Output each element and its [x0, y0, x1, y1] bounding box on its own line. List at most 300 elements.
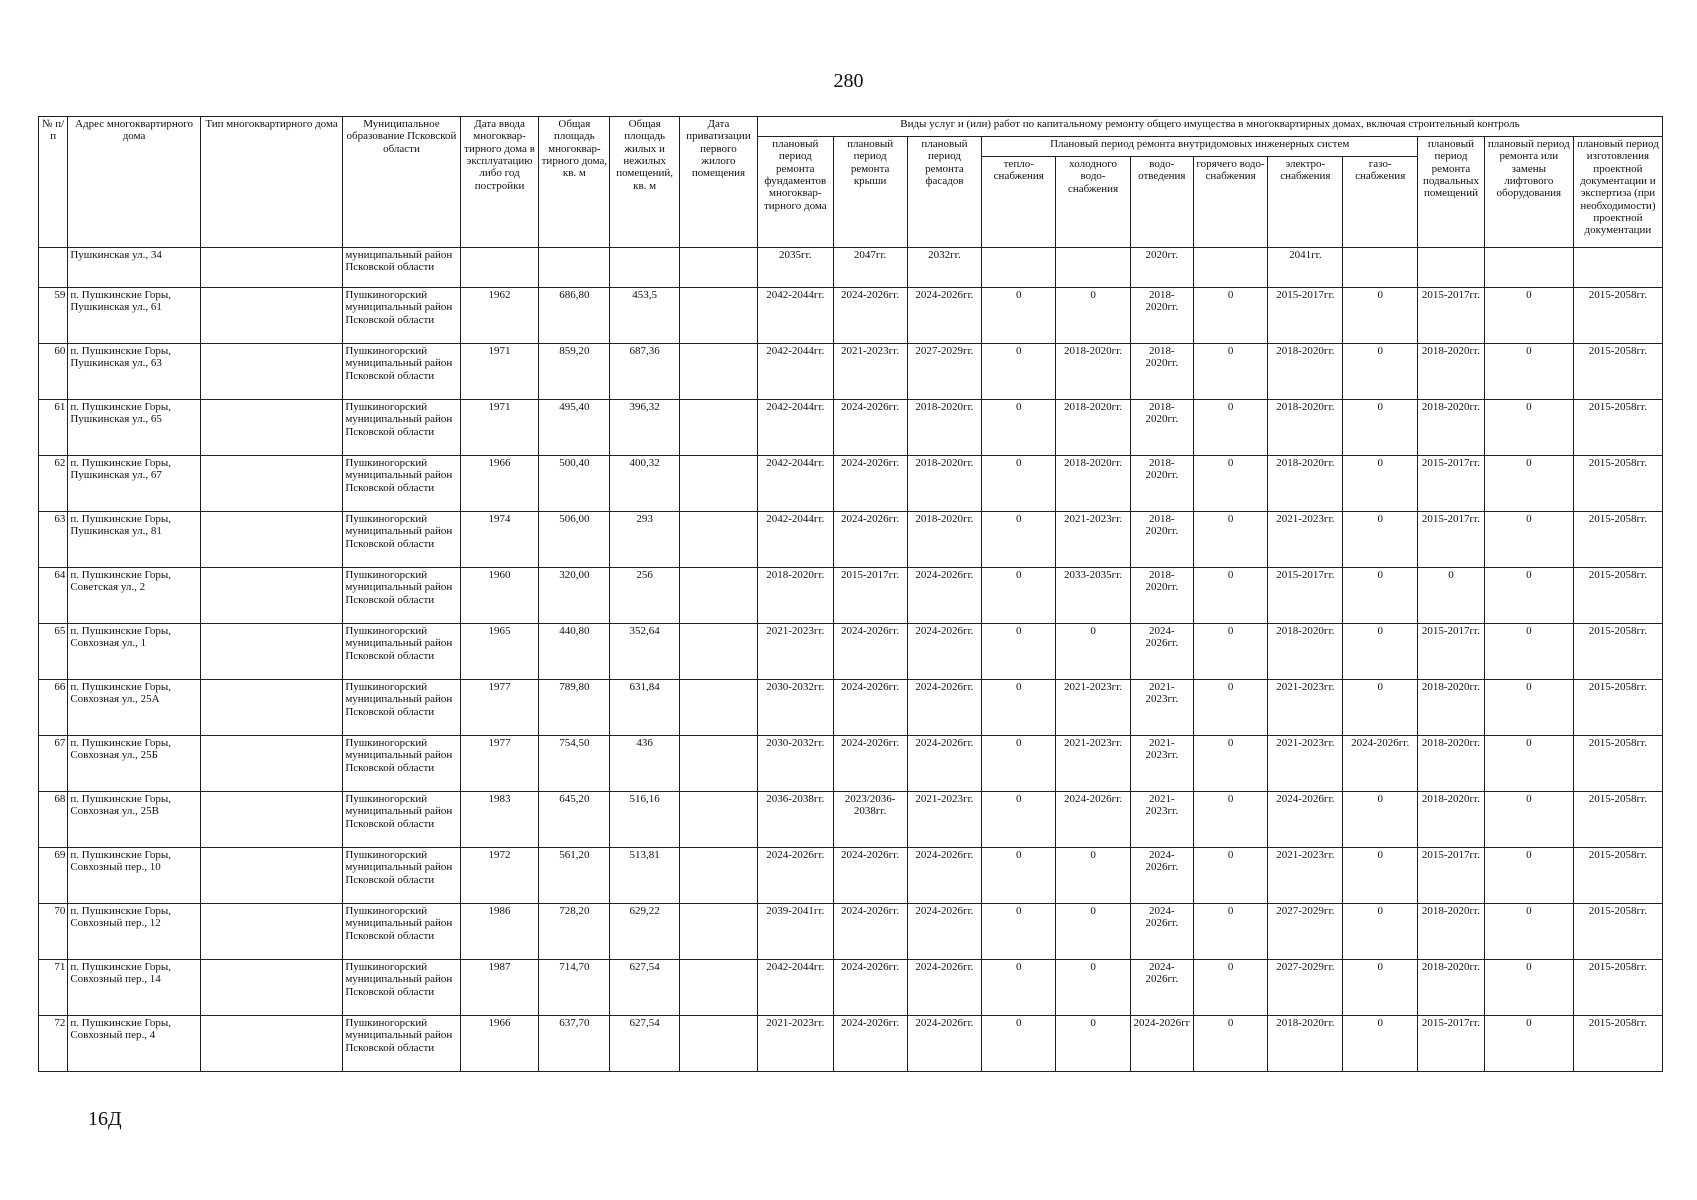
cell-foundation: 2042-2044гг. [757, 344, 833, 400]
cell-num: 63 [39, 512, 68, 568]
cell-electric: 2018-2020гг. [1268, 400, 1343, 456]
table-row [39, 904, 1663, 960]
cell-privatization [680, 568, 758, 624]
cell-num: 59 [39, 288, 68, 344]
cell-foundation: 2021-2023гг. [757, 624, 833, 680]
table-body [39, 248, 1663, 1072]
cell-address: п. Пушкинские Горы, Советская ул., 2 [68, 568, 200, 624]
cell-design: 2015-2058гг. [1573, 680, 1662, 736]
cell-municipality: Пушкиногорский муниципальный район Псковской области [343, 568, 460, 624]
cell-living-area: 687,36 [610, 344, 680, 400]
cell-type [200, 904, 343, 960]
cell-electric: 2018-2020гг. [1268, 456, 1343, 512]
cell-type [200, 680, 343, 736]
cell-basement: 2018-2020гг. [1418, 904, 1485, 960]
cell-elevator: 0 [1484, 624, 1573, 680]
cell-hot-water: 0 [1193, 512, 1268, 568]
cell-roof: 2047гг. [833, 248, 907, 288]
cell-type [200, 624, 343, 680]
cell-living-area: 631,84 [610, 680, 680, 736]
cell-basement: 2015-2017гг. [1418, 624, 1485, 680]
cell-hot-water: 0 [1193, 792, 1268, 848]
cell-sewage: 2024-2026гг. [1130, 960, 1193, 1016]
cell-basement: 2018-2020гг. [1418, 680, 1485, 736]
cell-privatization [680, 792, 758, 848]
cell-total-area: 686,80 [539, 288, 610, 344]
header-electric: электро-снабжения [1268, 157, 1343, 248]
cell-sewage: 2021-2023гг. [1130, 736, 1193, 792]
header-facade: плановый период ремонта фасадов [907, 137, 982, 248]
cell-municipality: Пушкиногорский муниципальный район Псковской области [343, 400, 460, 456]
cell-year: 1977 [460, 680, 539, 736]
header-roof: плановый период ремонта крыши [833, 137, 907, 248]
cell-total-area: 859,20 [539, 344, 610, 400]
cell-year: 1972 [460, 848, 539, 904]
cell-address: Пушкинская ул., 34 [68, 248, 200, 288]
cell-electric: 2015-2017гг. [1268, 288, 1343, 344]
cell-num: 69 [39, 848, 68, 904]
cell-gas: 0 [1343, 904, 1418, 960]
table-row [39, 400, 1663, 456]
cell-address: п. Пушкинские Горы, Пушкинская ул., 61 [68, 288, 200, 344]
cell-electric: 2018-2020гг. [1268, 1016, 1343, 1072]
cell-year: 1966 [460, 456, 539, 512]
cell-roof: 2015-2017гг. [833, 568, 907, 624]
cell-cold-water: 0 [1056, 904, 1131, 960]
cell-gas: 0 [1343, 960, 1418, 1016]
cell-heat: 0 [982, 344, 1056, 400]
cell-gas: 0 [1343, 1016, 1418, 1072]
cell-hot-water: 0 [1193, 344, 1268, 400]
cell-privatization [680, 960, 758, 1016]
cell-facade: 2024-2026гг. [907, 848, 982, 904]
cell-heat: 0 [982, 400, 1056, 456]
cell-basement: 2018-2020гг. [1418, 400, 1485, 456]
cell-year: 1960 [460, 568, 539, 624]
cell-address: п. Пушкинские Горы, Пушкинская ул., 67 [68, 456, 200, 512]
cell-cold-water: 2033-2035гг. [1056, 568, 1131, 624]
cell-sewage: 2024-2026гг. [1130, 848, 1193, 904]
cell-living-area: 396,32 [610, 400, 680, 456]
cell-num: 60 [39, 344, 68, 400]
cell-design: 2015-2058гг. [1573, 792, 1662, 848]
cell-roof: 2024-2026гг. [833, 288, 907, 344]
cell-privatization [680, 344, 758, 400]
cell-municipality: муниципальный район Псковской области [343, 248, 460, 288]
cell-basement: 2015-2017гг. [1418, 456, 1485, 512]
header-year: Дата ввода многоквар-тирного дома в эксплуатацию либо год постройки [460, 117, 539, 248]
cell-hot-water: 0 [1193, 1016, 1268, 1072]
cell-elevator: 0 [1484, 456, 1573, 512]
cell-municipality: Пушкиногорский муниципальный район Псковской области [343, 792, 460, 848]
cell-privatization [680, 736, 758, 792]
cell-num: 65 [39, 624, 68, 680]
cell-heat: 0 [982, 512, 1056, 568]
cell-cold-water: 2021-2023гг. [1056, 736, 1131, 792]
cell-foundation: 2036-2038гг. [757, 792, 833, 848]
table-row [39, 736, 1663, 792]
cell-elevator: 0 [1484, 792, 1573, 848]
cell-living-area: 453,5 [610, 288, 680, 344]
header-gas: газо-снабжения [1343, 157, 1418, 248]
cell-basement: 2018-2020гг. [1418, 960, 1485, 1016]
cell-foundation: 2018-2020гг. [757, 568, 833, 624]
cell-privatization [680, 400, 758, 456]
cell-facade: 2024-2026гг. [907, 1016, 982, 1072]
cell-type [200, 792, 343, 848]
cell-basement: 2018-2020гг. [1418, 736, 1485, 792]
cell-gas: 0 [1343, 680, 1418, 736]
cell-electric: 2021-2023гг. [1268, 680, 1343, 736]
cell-sewage: 2021-2023гг. [1130, 680, 1193, 736]
cell-elevator: 0 [1484, 960, 1573, 1016]
cell-living-area: 516,16 [610, 792, 680, 848]
cell-address: п. Пушкинские Горы, Совхозный пер., 14 [68, 960, 200, 1016]
cell-facade: 2018-2020гг. [907, 400, 982, 456]
cell-year: 1983 [460, 792, 539, 848]
table-row [39, 680, 1663, 736]
cell-roof: 2024-2026гг. [833, 680, 907, 736]
cell-elevator: 0 [1484, 400, 1573, 456]
cell-municipality: Пушкиногорский муниципальный район Псковской области [343, 624, 460, 680]
header-engineering-group: Плановый период ремонта внутридомовых инженерных систем [982, 137, 1418, 157]
cell-total-area: 561,20 [539, 848, 610, 904]
cell-design: 2015-2058гг. [1573, 960, 1662, 1016]
header-works-group: Виды услуг и (или) работ по капитальному ремонту общего имущества в многоквартирных домах, включая строительный контроль [757, 117, 1662, 137]
cell-num: 67 [39, 736, 68, 792]
cell-sewage: 2024-2026гг. [1130, 904, 1193, 960]
cell-electric: 2027-2029гг. [1268, 960, 1343, 1016]
cell-gas: 0 [1343, 400, 1418, 456]
cell-address: п. Пушкинские Горы, Пушкинская ул., 63 [68, 344, 200, 400]
cell-foundation: 2030-2032гг. [757, 680, 833, 736]
cell-sewage: 2018-2020гг. [1130, 344, 1193, 400]
header-privatization: Дата приватизации первого жилого помещения [680, 117, 758, 248]
cell-municipality: Пушкиногорский муниципальный район Псковской области [343, 736, 460, 792]
cell-cold-water: 2018-2020гг. [1056, 456, 1131, 512]
cell-heat: 0 [982, 904, 1056, 960]
table-row [39, 512, 1663, 568]
cell-elevator: 0 [1484, 848, 1573, 904]
cell-design: 2015-2058гг. [1573, 848, 1662, 904]
cell-living-area: 629,22 [610, 904, 680, 960]
cell-electric: 2018-2020гг. [1268, 344, 1343, 400]
cell-total-area: 714,70 [539, 960, 610, 1016]
header-house-type: Тип многоквартирного дома [200, 117, 343, 248]
cell-design: 2015-2058гг. [1573, 624, 1662, 680]
cell-total-area: 637,70 [539, 1016, 610, 1072]
cell-total-area: 754,50 [539, 736, 610, 792]
cell-elevator: 0 [1484, 736, 1573, 792]
cell-elevator: 0 [1484, 568, 1573, 624]
cell-basement: 2015-2017гг. [1418, 512, 1485, 568]
cell-facade: 2024-2026гг. [907, 624, 982, 680]
cell-facade: 2027-2029гг. [907, 344, 982, 400]
page-number: 280 [833, 70, 864, 92]
cell-cold-water: 0 [1056, 288, 1131, 344]
cell-roof: 2021-2023гг. [833, 344, 907, 400]
cell-municipality: Пушкиногорский муниципальный район Псковской области [343, 1016, 460, 1072]
cell-gas: 0 [1343, 568, 1418, 624]
cell-electric: 2015-2017гг. [1268, 568, 1343, 624]
cell-heat: 0 [982, 456, 1056, 512]
cell-address: п. Пушкинские Горы, Совхозная ул., 25В [68, 792, 200, 848]
cell-design: 2015-2058гг. [1573, 344, 1662, 400]
header-municipality: Муниципальное образование Псковской области [343, 117, 460, 248]
cell-gas: 0 [1343, 512, 1418, 568]
sheet-code: 16Д [88, 1108, 122, 1130]
cell-heat: 0 [982, 792, 1056, 848]
cell-year: 1986 [460, 904, 539, 960]
cell-municipality: Пушкиногорский муниципальный район Псковской области [343, 512, 460, 568]
cell-electric: 2027-2029гг. [1268, 904, 1343, 960]
cell-privatization [680, 512, 758, 568]
capital-repair-table [38, 116, 1663, 1072]
cell-sewage: 2018-2020гг. [1130, 288, 1193, 344]
cell-cold-water: 2024-2026гг. [1056, 792, 1131, 848]
cell-num: 71 [39, 960, 68, 1016]
table-row [39, 960, 1663, 1016]
cell-design: 2015-2058гг. [1573, 400, 1662, 456]
cell-total-area: 728,20 [539, 904, 610, 960]
cell-hot-water: 0 [1193, 456, 1268, 512]
cell-living-area: 293 [610, 512, 680, 568]
cell-municipality: Пушкиногорский муниципальный район Псковской области [343, 960, 460, 1016]
cell-design: 2015-2058гг. [1573, 288, 1662, 344]
cell-facade: 2024-2026гг. [907, 904, 982, 960]
cell-gas: 0 [1343, 624, 1418, 680]
cell-year: 1965 [460, 624, 539, 680]
table-row [39, 288, 1663, 344]
cell-facade: 2018-2020гг. [907, 456, 982, 512]
table-row [39, 792, 1663, 848]
cell-roof: 2024-2026гг. [833, 960, 907, 1016]
table-row [39, 344, 1663, 400]
cell-type [200, 512, 343, 568]
cell-roof: 2024-2026гг. [833, 400, 907, 456]
cell-total-area: 440,80 [539, 624, 610, 680]
cell-hot-water: 0 [1193, 848, 1268, 904]
cell-roof: 2024-2026гг. [833, 904, 907, 960]
cell-municipality: Пушкиногорский муниципальный район Псковской области [343, 456, 460, 512]
cell-foundation: 2035гг. [757, 248, 833, 288]
cell-roof: 2024-2026гг. [833, 1016, 907, 1072]
cell-heat: 0 [982, 960, 1056, 1016]
header-hot-water: горячего водо-снабжения [1193, 157, 1268, 248]
cell-electric: 2024-2026гг. [1268, 792, 1343, 848]
cell-municipality: Пушкиногорский муниципальный район Псковской области [343, 680, 460, 736]
cell-hot-water: 0 [1193, 904, 1268, 960]
cell-address: п. Пушкинские Горы, Пушкинская ул., 81 [68, 512, 200, 568]
header-cold-water: холодного водо-снабжения [1056, 157, 1131, 248]
cell-num: 66 [39, 680, 68, 736]
cell-address: п. Пушкинские Горы, Совхозный пер., 4 [68, 1016, 200, 1072]
cell-type [200, 400, 343, 456]
cell-total-area: 506,00 [539, 512, 610, 568]
cell-basement: 0 [1418, 568, 1485, 624]
cell-design: 2015-2058гг. [1573, 456, 1662, 512]
cell-type [200, 960, 343, 1016]
cell-sewage: 2024-2026гг [1130, 1016, 1193, 1072]
cell-gas: 2024-2026гг. [1343, 736, 1418, 792]
cell-year: 1966 [460, 1016, 539, 1072]
cell-design: 2015-2058гг. [1573, 568, 1662, 624]
cell-cold-water: 2018-2020гг. [1056, 400, 1131, 456]
cell-total-area: 645,20 [539, 792, 610, 848]
cell-basement: 2015-2017гг. [1418, 848, 1485, 904]
cell-electric: 2041гг. [1268, 248, 1343, 288]
cell-sewage: 2020гг. [1130, 248, 1193, 288]
cell-privatization [680, 1016, 758, 1072]
cell-foundation: 2042-2044гг. [757, 512, 833, 568]
cell-facade: 2024-2026гг. [907, 680, 982, 736]
cell-electric: 2021-2023гг. [1268, 512, 1343, 568]
cell-foundation: 2039-2041гг. [757, 904, 833, 960]
cell-sewage: 2018-2020гг. [1130, 456, 1193, 512]
cell-address: п. Пушкинские Горы, Совхозная ул., 1 [68, 624, 200, 680]
cell-address: п. Пушкинские Горы, Совхозная ул., 25А [68, 680, 200, 736]
cell-address: п. Пушкинские Горы, Совхозная ул., 25Б [68, 736, 200, 792]
header-design: плановый период изготовления проектной документации и экспертиза (при необходимости) проектной документации [1573, 137, 1662, 248]
cell-type [200, 848, 343, 904]
cell-cold-water: 2018-2020гг. [1056, 344, 1131, 400]
cell-hot-water: 0 [1193, 624, 1268, 680]
cell-foundation: 2042-2044гг. [757, 288, 833, 344]
cell-num: 70 [39, 904, 68, 960]
cell-year: 1971 [460, 400, 539, 456]
cell-design: 2015-2058гг. [1573, 512, 1662, 568]
cell-cold-water: 0 [1056, 1016, 1131, 1072]
cell-facade: 2018-2020гг. [907, 512, 982, 568]
cell-privatization [680, 456, 758, 512]
table-row-continued [39, 248, 1663, 288]
cell-basement: 2018-2020гг. [1418, 792, 1485, 848]
cell-total-area: 495,40 [539, 400, 610, 456]
cell-basement: 2018-2020гг. [1418, 344, 1485, 400]
cell-address: п. Пушкинские Горы, Совхозный пер., 12 [68, 904, 200, 960]
cell-year: 1977 [460, 736, 539, 792]
cell-elevator: 0 [1484, 904, 1573, 960]
cell-address: п. Пушкинские Горы, Пушкинская ул., 65 [68, 400, 200, 456]
cell-roof: 2024-2026гг. [833, 456, 907, 512]
cell-sewage: 2021-2023гг. [1130, 792, 1193, 848]
cell-facade: 2024-2026гг. [907, 288, 982, 344]
cell-foundation: 2030-2032гг. [757, 736, 833, 792]
table-row [39, 1016, 1663, 1072]
cell-design: 2015-2058гг. [1573, 1016, 1662, 1072]
cell-cold-water: 0 [1056, 960, 1131, 1016]
cell-foundation: 2042-2044гг. [757, 400, 833, 456]
cell-privatization [680, 904, 758, 960]
header-foundation: плановый период ремонта фундаментов многоквар-тирного дома [757, 137, 833, 248]
cell-facade: 2021-2023гг. [907, 792, 982, 848]
cell-foundation: 2024-2026гг. [757, 848, 833, 904]
cell-roof: 2023/2036-2038гг. [833, 792, 907, 848]
cell-electric: 2021-2023гг. [1268, 736, 1343, 792]
header-living-area: Общая площадь жилых и нежилых помещений, кв. м [610, 117, 680, 248]
cell-num: 61 [39, 400, 68, 456]
cell-cold-water: 0 [1056, 848, 1131, 904]
cell-electric: 2021-2023гг. [1268, 848, 1343, 904]
cell-facade: 2032гг. [907, 248, 982, 288]
table-row [39, 848, 1663, 904]
cell-total-area: 320,00 [539, 568, 610, 624]
cell-sewage: 2018-2020гг. [1130, 512, 1193, 568]
cell-hot-water: 0 [1193, 400, 1268, 456]
cell-privatization [680, 848, 758, 904]
header-heat: тепло-снабжения [982, 157, 1056, 248]
cell-elevator: 0 [1484, 1016, 1573, 1072]
cell-year: 1987 [460, 960, 539, 1016]
cell-roof: 2024-2026гг. [833, 848, 907, 904]
cell-hot-water: 0 [1193, 568, 1268, 624]
cell-heat: 0 [982, 680, 1056, 736]
cell-gas: 0 [1343, 344, 1418, 400]
cell-num: 72 [39, 1016, 68, 1072]
cell-sewage: 2024-2026гг. [1130, 624, 1193, 680]
cell-sewage: 2018-2020гг. [1130, 400, 1193, 456]
cell-type [200, 344, 343, 400]
cell-privatization [680, 288, 758, 344]
cell-hot-water: 0 [1193, 680, 1268, 736]
cell-heat: 0 [982, 736, 1056, 792]
cell-privatization [680, 624, 758, 680]
cell-living-area: 627,54 [610, 1016, 680, 1072]
cell-total-area: 789,80 [539, 680, 610, 736]
cell-type [200, 736, 343, 792]
cell-elevator: 0 [1484, 512, 1573, 568]
cell-living-area: 352,64 [610, 624, 680, 680]
cell-year: 1971 [460, 344, 539, 400]
cell-basement: 2015-2017гг. [1418, 1016, 1485, 1072]
cell-basement: 2015-2017гг. [1418, 288, 1485, 344]
cell-hot-water: 0 [1193, 960, 1268, 1016]
cell-electric: 2018-2020гг. [1268, 624, 1343, 680]
cell-heat: 0 [982, 288, 1056, 344]
cell-heat: 0 [982, 1016, 1056, 1072]
cell-municipality: Пушкиногорский муниципальный район Псковской области [343, 288, 460, 344]
cell-elevator: 0 [1484, 344, 1573, 400]
cell-heat: 0 [982, 568, 1056, 624]
cell-privatization [680, 680, 758, 736]
cell-type [200, 288, 343, 344]
table-row [39, 456, 1663, 512]
cell-address: п. Пушкинские Горы, Совхозный пер., 10 [68, 848, 200, 904]
cell-facade: 2024-2026гг. [907, 960, 982, 1016]
cell-foundation: 2021-2023гг. [757, 1016, 833, 1072]
cell-elevator: 0 [1484, 680, 1573, 736]
cell-heat: 0 [982, 848, 1056, 904]
cell-living-area: 256 [610, 568, 680, 624]
cell-living-area: 436 [610, 736, 680, 792]
cell-num: 68 [39, 792, 68, 848]
cell-facade: 2024-2026гг. [907, 568, 982, 624]
cell-elevator: 0 [1484, 288, 1573, 344]
cell-foundation: 2042-2044гг. [757, 456, 833, 512]
cell-num: 64 [39, 568, 68, 624]
cell-facade: 2024-2026гг. [907, 736, 982, 792]
cell-roof: 2024-2026гг. [833, 736, 907, 792]
cell-cold-water: 2021-2023гг. [1056, 680, 1131, 736]
cell-gas: 0 [1343, 456, 1418, 512]
cell-type [200, 456, 343, 512]
cell-municipality: Пушкиногорский муниципальный район Псковской области [343, 848, 460, 904]
cell-gas: 0 [1343, 792, 1418, 848]
header-number: № п/п [39, 117, 68, 248]
cell-living-area: 513,81 [610, 848, 680, 904]
cell-year: 1974 [460, 512, 539, 568]
cell-type [200, 1016, 343, 1072]
